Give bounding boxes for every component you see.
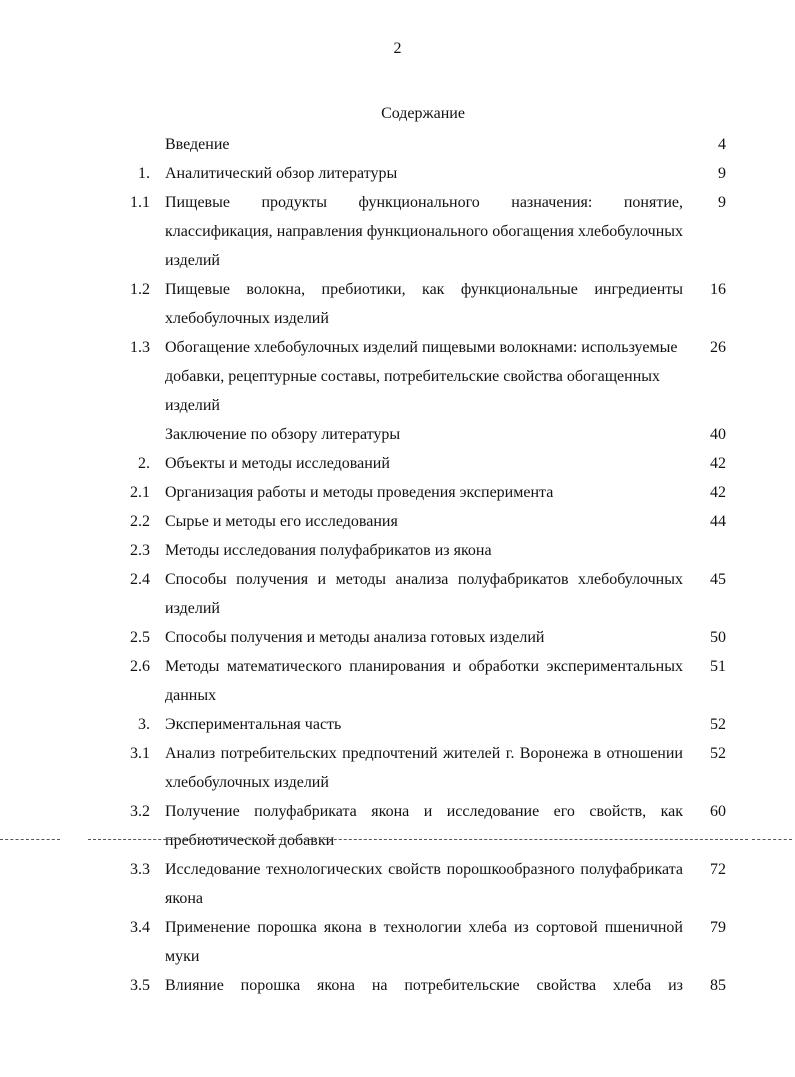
toc-text: Сырье и методы его исследования: [165, 513, 398, 530]
toc-text: Пищевые продукты функционального назначения: понятие, классификация, направления функционального обогащения хлебобулочных изделий: [165, 194, 683, 269]
toc-text: Влияние порошка якона на потребительские свойства хлеба из: [165, 977, 683, 994]
scan-artifact-line: [752, 839, 792, 840]
scan-artifact-line: [0, 839, 60, 840]
toc-page: 60: [710, 803, 726, 820]
toc-number: 2.6: [130, 658, 150, 675]
toc-title: Содержание: [381, 105, 465, 122]
toc-page: 52: [710, 716, 726, 733]
toc-number: 1.: [138, 165, 150, 182]
toc-number: 2.5: [130, 629, 150, 646]
toc-number: 1.1: [130, 194, 150, 211]
toc-number: 2.2: [130, 513, 150, 530]
toc-number: 3.4: [130, 919, 150, 936]
toc-page: 79: [710, 919, 726, 936]
toc-number: 3.2: [130, 803, 150, 820]
page-number: 2: [393, 40, 402, 57]
toc-page: 26: [710, 339, 726, 356]
toc-page: 85: [710, 977, 726, 994]
toc-text: Анализ потребительских предпочтений жителей г. Воронежа в отношении хлебобулочных изделий: [165, 745, 683, 791]
toc-page: 45: [710, 571, 726, 588]
toc-text: Экспериментальная часть: [165, 716, 342, 733]
toc-page: 44: [710, 513, 726, 530]
toc-text: Обогащение хлебобулочных изделий пищевыми волокнами: используемые добавки, рецептурные составы, потребительские свойства обогащенных изделий: [165, 339, 678, 414]
toc-page: 4: [718, 136, 726, 153]
toc-text: Заключение по обзору литературы: [165, 426, 401, 443]
toc-number: 2.1: [130, 484, 150, 501]
toc-text: Применение порошка якона в технологии хлеба из сортовой пшеничной муки: [165, 919, 683, 965]
toc-number: 3.5: [130, 977, 150, 994]
scan-artifact-line: [88, 839, 748, 840]
toc-page: 42: [710, 484, 726, 501]
toc-text: Пищевые волокна, пребиотики, как функциональные ингредиенты хлебобулочных изделий: [165, 281, 683, 327]
toc-page: 72: [710, 861, 726, 878]
toc-page: 16: [710, 281, 726, 298]
toc-text: Объекты и методы исследований: [165, 455, 390, 472]
toc-text: Исследование технологических свойств порошкообразного полуфабриката якона: [165, 861, 683, 907]
toc-page: 42: [710, 455, 726, 472]
toc-number: 2.4: [130, 571, 150, 588]
toc-page: 52: [710, 745, 726, 762]
toc-text: Получение полуфабриката якона и исследование его свойств, как пребиотической добавки: [165, 803, 683, 849]
toc-number: 3.3: [130, 861, 150, 878]
toc-text: Аналитический обзор литературы: [165, 165, 398, 182]
toc-number: 3.: [138, 716, 150, 733]
toc-page: 51: [710, 658, 726, 675]
toc-number: 3.1: [130, 745, 150, 762]
toc-page: 9: [718, 165, 726, 182]
toc-number: 1.3: [130, 339, 150, 356]
toc-text: Организация работы и методы проведения эксперимента: [165, 484, 554, 501]
toc-text: Способы получения и методы анализа полуфабрикатов хлебобулочных изделий: [165, 571, 683, 617]
toc-text: Введение: [165, 136, 230, 153]
toc-number: 2.: [138, 455, 150, 472]
toc-text: Способы получения и методы анализа готовых изделий: [165, 629, 545, 646]
toc-text: Методы математического планирования и обработки экспериментальных данных: [165, 658, 683, 704]
toc-number: 1.2: [130, 281, 150, 298]
toc-page: 40: [710, 426, 726, 443]
toc-number: 2.3: [130, 542, 150, 559]
toc-page: 9: [718, 194, 726, 211]
toc-page: 50: [710, 629, 726, 646]
toc-text: Методы исследования полуфабрикатов из якона: [165, 542, 492, 559]
